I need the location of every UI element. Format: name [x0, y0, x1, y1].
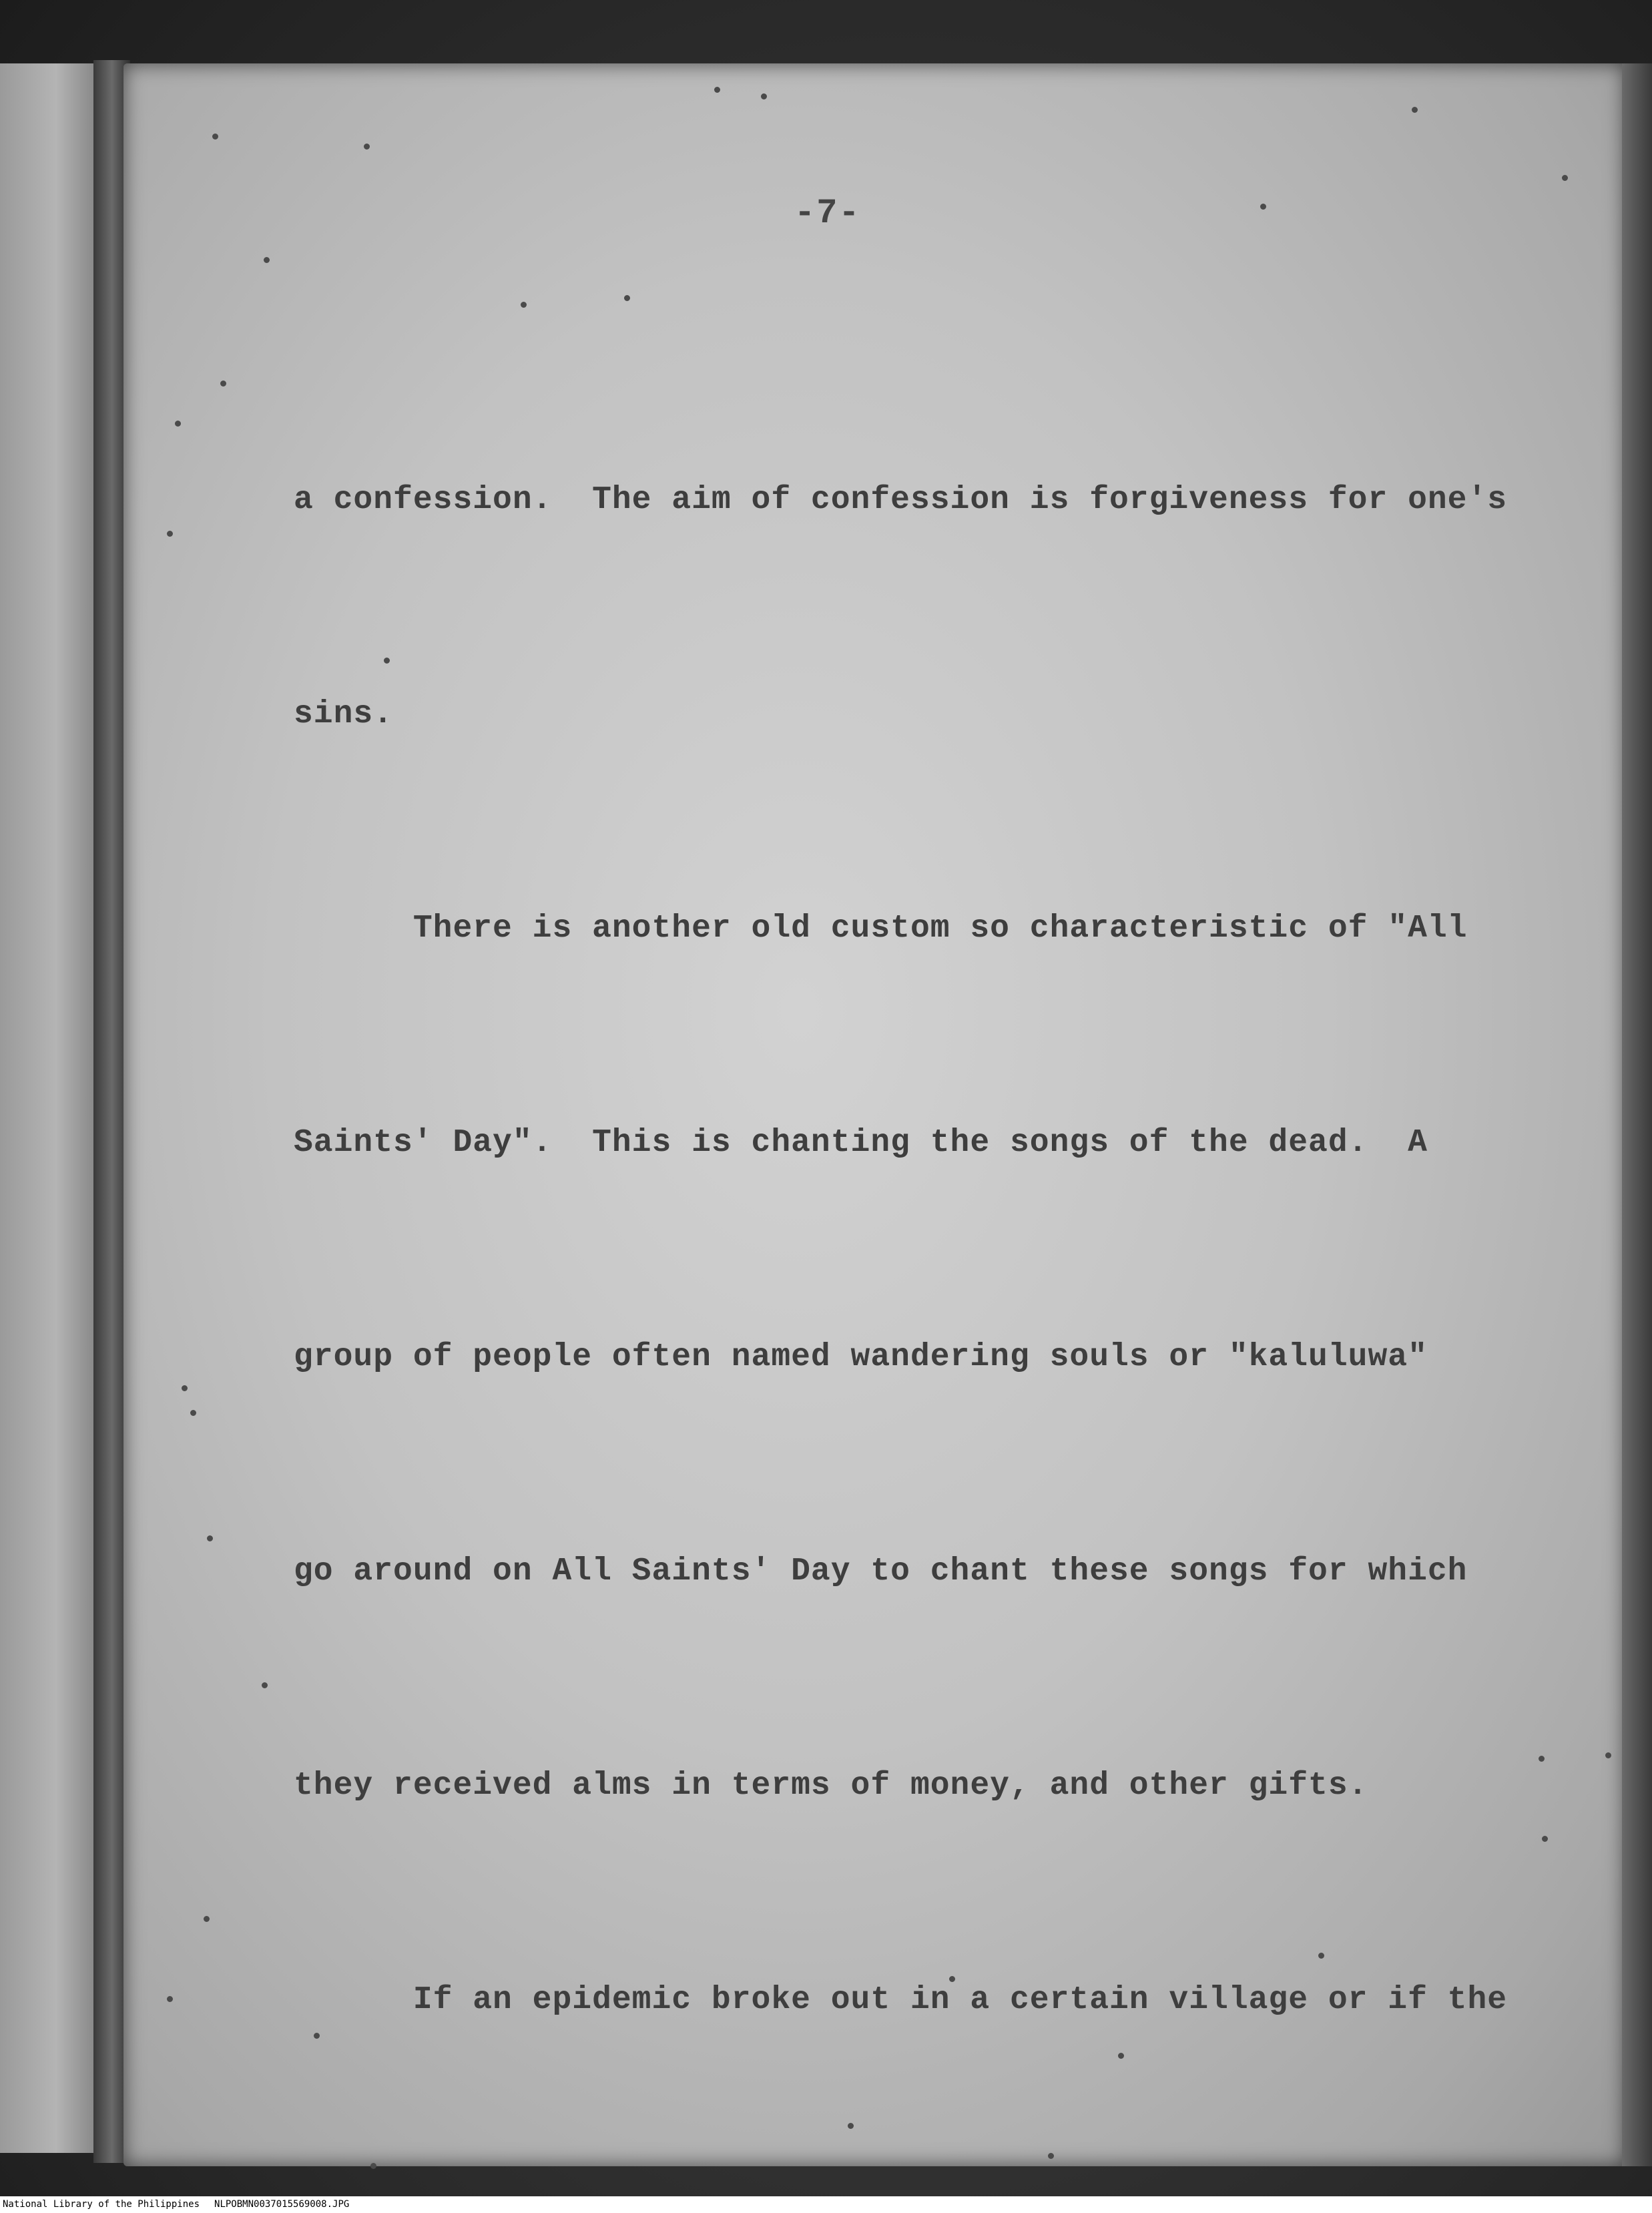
page-number: -7- — [794, 194, 861, 233]
dust-speck — [1260, 204, 1266, 210]
institution-label: National Library of the Philippines — [3, 2199, 200, 2210]
text-line: go around on All Saints' Day to chant these songs for which — [294, 1553, 1468, 1589]
text-line — [294, 2179, 1582, 2196]
adjacent-page-edge — [0, 63, 93, 2153]
dust-speck — [175, 421, 181, 427]
file-id-label: NLPOBMN0037015569008.JPG — [214, 2199, 350, 2210]
dust-speck — [624, 295, 630, 301]
text-line: If an epidemic broke out in a certain village or if the — [294, 1982, 1508, 2018]
dust-speck — [262, 1682, 268, 1688]
dust-speck — [761, 93, 767, 99]
text-line: they received alms in terms of money, and other gifts. — [294, 1768, 1368, 1804]
dust-speck — [364, 144, 370, 150]
text-line: a confession. The aim of confession is forgiveness for one's — [294, 482, 1508, 518]
text-line: sins. — [294, 696, 394, 732]
dust-speck — [1412, 107, 1418, 113]
dust-speck — [1605, 1752, 1611, 1758]
text-line: Saints' Day". This is chanting the songs of the dead. A — [294, 1125, 1428, 1161]
dust-speck — [167, 1996, 173, 2002]
dust-speck — [1562, 175, 1568, 181]
body-text — [294, 322, 1582, 2196]
dust-speck — [167, 531, 173, 537]
dust-speck — [190, 1410, 196, 1416]
dust-speck — [521, 302, 527, 308]
dust-speck — [182, 1385, 188, 1391]
dust-speck — [714, 87, 720, 93]
dust-speck — [204, 1916, 210, 1922]
dust-speck — [220, 381, 226, 387]
dust-speck — [264, 257, 270, 263]
image-caption-bar — [0, 2196, 1652, 2213]
page-right-edge — [1622, 63, 1652, 2166]
text-line: There is another old custom so characteristic of "All — [294, 911, 1468, 947]
dust-speck — [207, 1535, 213, 1541]
text-line: group of people often named wandering souls or "kaluluwa" — [294, 1339, 1428, 1375]
dust-speck — [212, 134, 218, 140]
